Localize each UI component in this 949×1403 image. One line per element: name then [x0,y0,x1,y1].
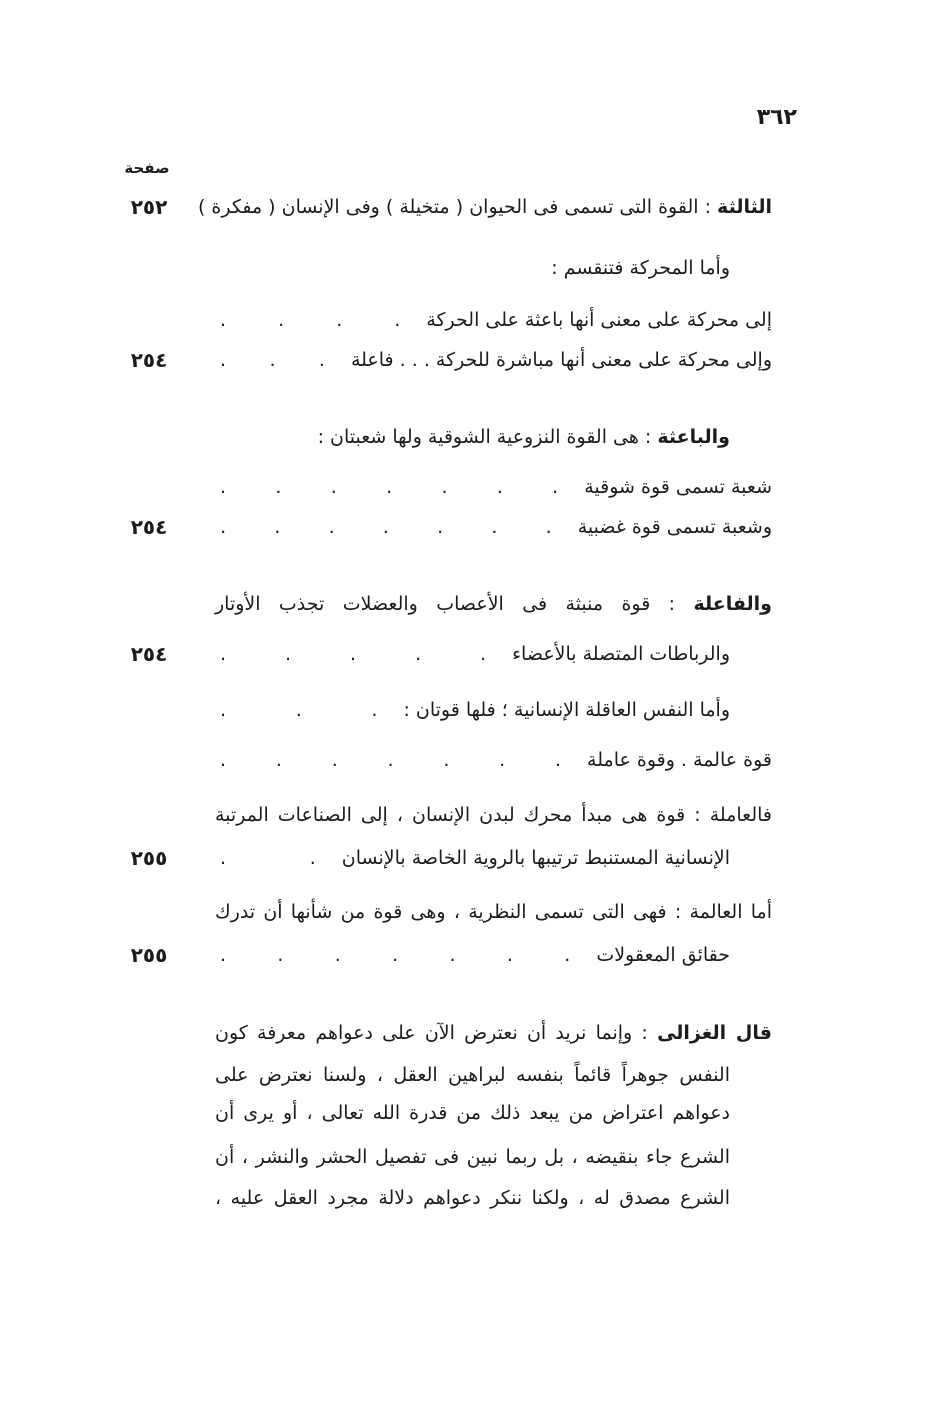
leader-dot: . [499,749,506,771]
quote-text: دعواهم اعتراض من يبعد ذلك من قدرة الله تعالى ، أو يرى أن [215,1102,730,1124]
leader-dot: . [350,643,357,665]
leader-dot: . [220,847,227,869]
leader-dot: . [506,944,513,966]
dot-leader [215,303,400,337]
entry-text: أما العالمة : فهى التى تسمى النظرية ، وهى قوة من شأنها أن تدرك [215,901,772,923]
dot-leader [215,637,486,671]
quote-line [215,1016,772,1050]
quote-text: الشرع مصدق له ، ولكنا ننكر دعواهم دلالة مجرد العقل عليه ، [215,1187,730,1209]
leader-dot: . [274,516,281,538]
toc-entry [215,470,772,504]
dot-leader [215,693,377,727]
entry-label: الثالثة [717,196,772,218]
leader-dot: . [545,516,552,538]
entry-text: الإنسانية المستنبط ترتيبها بالروية الخاصة بالإنسان [341,847,730,869]
leader-dot: . [277,944,284,966]
quote-label: قال الغزالى [657,1022,772,1044]
page-number: ٣٦٢ [756,105,797,130]
toc-entry [215,343,772,377]
leader-dot: . [480,643,487,665]
entry-text: : القوة التى تسمى فى الحيوان ( متخيلة ) وفى الإنسان ( مفكرة ) [197,196,711,218]
quote-line [215,1140,772,1174]
toc-entry [215,841,772,875]
leader-dot: . [318,349,325,371]
toc-entry [215,587,772,621]
dot-leader [215,343,325,377]
leader-dot: . [394,309,401,331]
entry-text: وأما النفس العاقلة الإنسانية ؛ فلها قوتان : [403,699,730,721]
quote-text: : وإنما نريد أن نعترض الآن على دعواهم معرفة كون [215,1022,648,1044]
entry-text: قوة عالمة . وقوة عاملة [587,749,772,771]
quote-text: النفس جوهراً قائماً بنفسه لبراهين العقل ، ولسنا نعترض على [215,1064,730,1086]
toc-entry [197,190,772,224]
page-ref: ٢٥٥ [130,846,168,870]
leader-dot: . [220,749,227,771]
leader-dot: . [220,643,227,665]
leader-dot: . [220,349,227,371]
leader-dot: . [275,476,282,498]
entry-text: : هى القوة النزوعية الشوقية ولها شعبتان : [317,426,652,448]
toc-entry [215,938,772,972]
quote-line [215,1058,772,1092]
leader-dot: . [564,944,571,966]
dot-leader [215,938,570,972]
page-ref: ٢٥٥ [130,943,168,967]
leader-dot: . [330,476,337,498]
dot-leader [215,743,561,777]
leader-dot: . [443,749,450,771]
leader-dot: . [269,349,276,371]
leader-dot: . [496,476,503,498]
toc-entry [215,895,772,929]
leader-dot: . [449,944,456,966]
leader-dot: . [491,516,498,538]
entry-text: وإلى محركة على معنى أنها مباشرة للحركة . . . فاعلة [350,349,772,371]
entry-text: والرباطات المتصلة بالأعضاء [512,643,730,665]
leader-dot: . [555,749,562,771]
leader-dot: . [371,699,378,721]
leader-dot: . [220,309,227,331]
quote-line [215,1096,772,1130]
toc-entry [215,637,772,671]
leader-dot: . [220,516,227,538]
quote-line [215,1181,772,1215]
entry-label: والفاعلة [693,593,772,615]
leader-dot: . [220,944,227,966]
entry-text: وأما المحركة فتنقسم : [551,257,730,279]
entry-text: إلى محركة على معنى أنها باعثة على الحركة [426,309,772,331]
dot-leader [215,470,558,504]
leader-dot: . [552,476,559,498]
leader-dot: . [441,476,448,498]
page-ref: ٢٥٢ [130,195,168,219]
toc-entry [215,420,772,454]
entry-text: شعبة تسمى قوة شوقية [584,476,772,498]
leader-dot: . [437,516,444,538]
page-ref: ٢٥٤ [130,515,168,539]
toc-entry [215,251,772,285]
toc-entry [215,510,772,544]
entry-text: حقائق المعقولات [596,944,730,966]
leader-dot: . [415,643,422,665]
leader-dot: . [278,309,285,331]
leader-dot: . [386,476,393,498]
leader-dot: . [382,516,389,538]
leader-dot: . [392,944,399,966]
entry-text: وشعبة تسمى قوة غضبية [577,516,772,538]
entry-text: فالعاملة : قوة هى مبدأ محرك لبدن الإنسان ، إلى الصناعات المرتبة [215,804,772,826]
toc-entry [215,303,772,337]
entry-label: والباعثة [657,426,730,448]
page-ref: ٢٥٤ [130,642,168,666]
entry-text: : قوة منبثة فى الأعصاب والعضلات تجذب الأوتار [215,593,676,615]
leader-dot: . [285,643,292,665]
page-ref: ٢٥٤ [130,348,168,372]
leader-dot: . [328,516,335,538]
leader-dot: . [309,847,316,869]
page-column-header: صفحة [124,159,170,177]
leader-dot: . [220,699,227,721]
toc-entry [215,798,772,832]
dot-leader [215,841,316,875]
leader-dot: . [295,699,302,721]
leader-dot: . [334,944,341,966]
leader-dot: . [275,749,282,771]
leader-dot: . [336,309,343,331]
leader-dot: . [387,749,394,771]
dot-leader [215,510,552,544]
leader-dot: . [220,476,227,498]
toc-entry [215,743,772,777]
toc-entry [215,693,772,727]
leader-dot: . [331,749,338,771]
quote-text: الشرع جاء بنقيضه ، بل ربما نبين فى تفصيل الحشر والنشر ، أن [215,1146,730,1168]
